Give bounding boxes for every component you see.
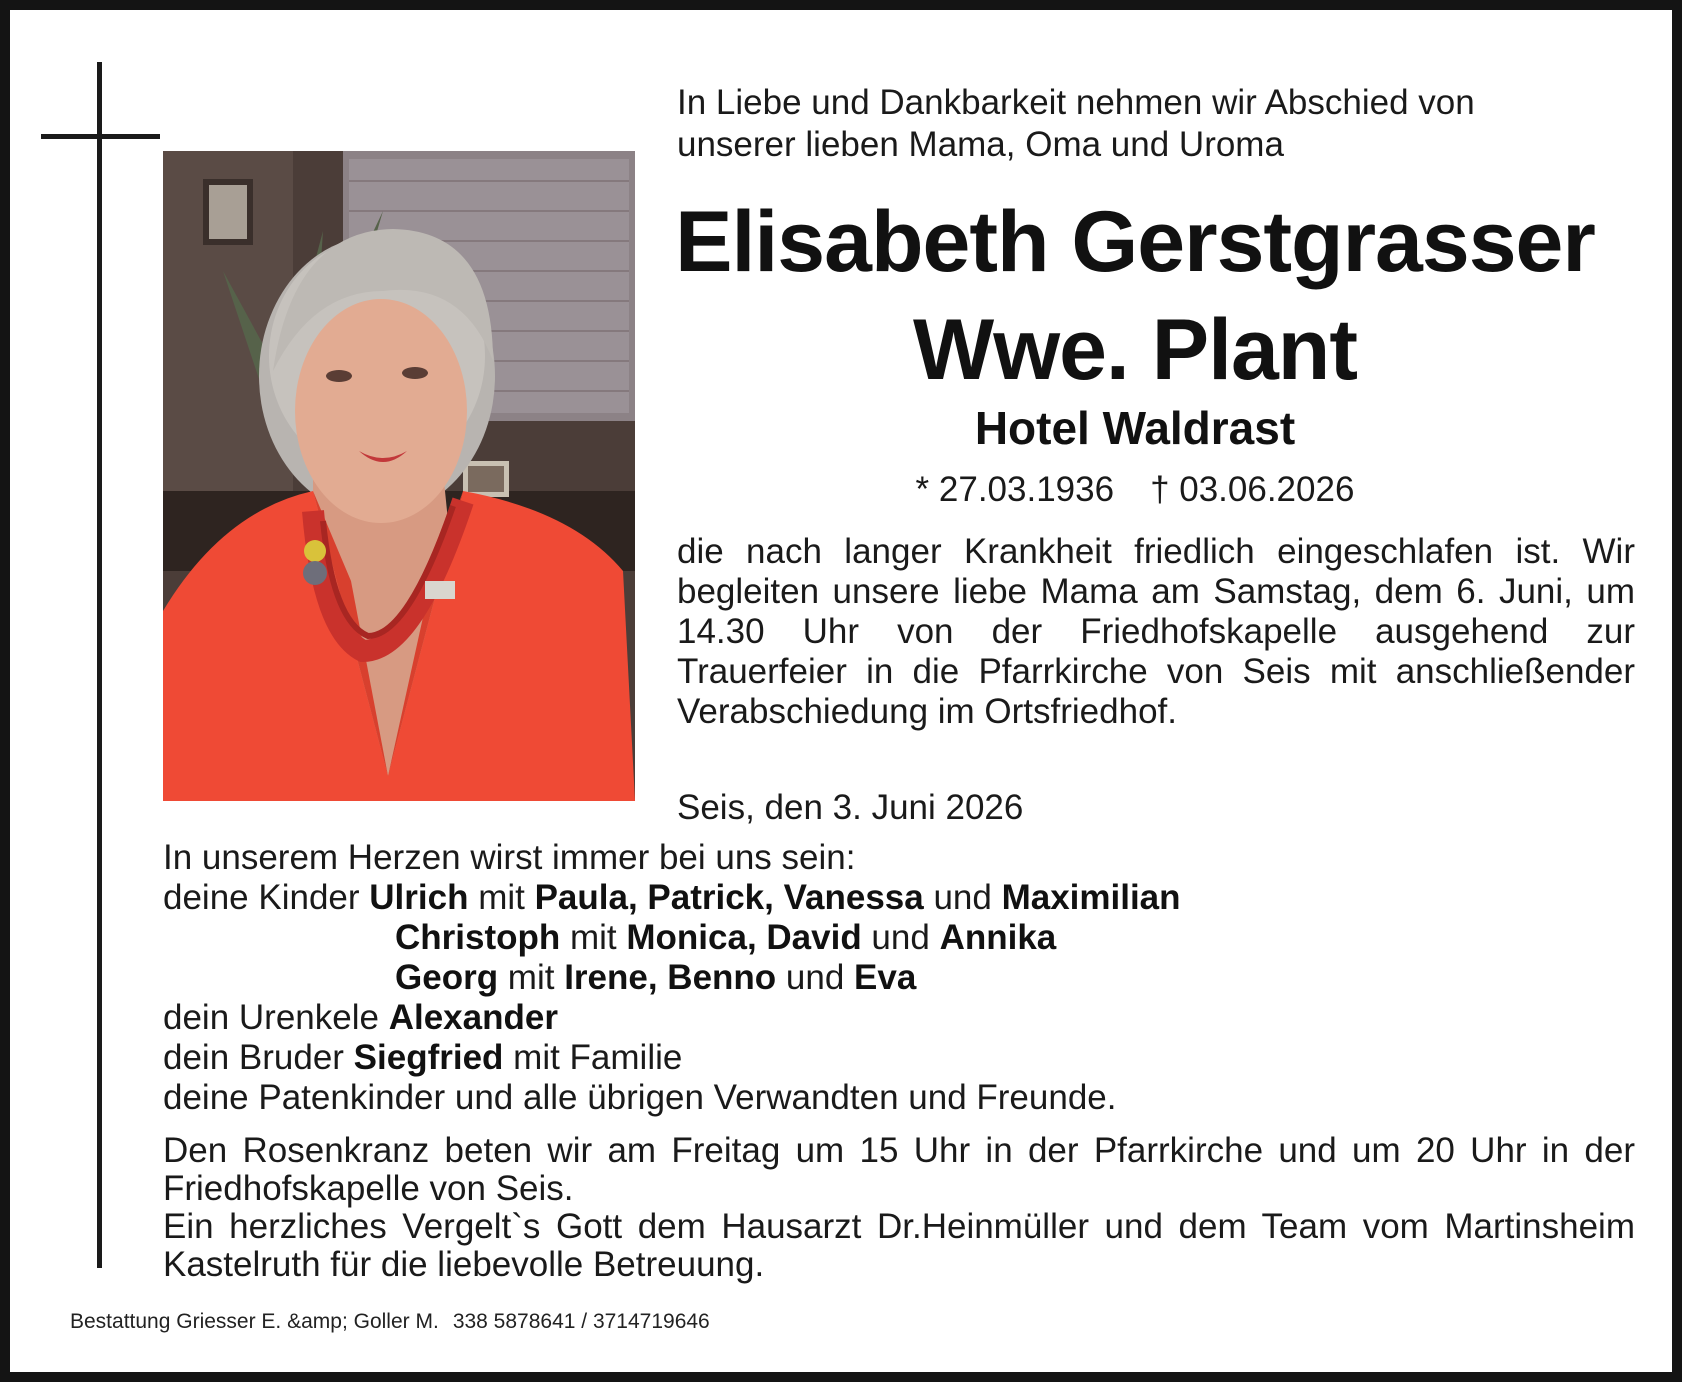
family-child-3 (163, 958, 1633, 998)
child-last: Maximilian (1001, 878, 1181, 917)
children-label: deine Kinder (163, 878, 370, 917)
family-brother (163, 1038, 1633, 1078)
great-grandchild-name: Alexander (388, 998, 558, 1037)
cross-vertical-bar (97, 62, 102, 1268)
thanks-text: Ein herzliches Vergelt`s Gott dem Hausarzt Dr.Heinmüller und dem Team vom Martinsheim Kastelruth für die liebevolle Betreuung. (163, 1207, 1635, 1284)
name-line-2: Wwe. Plant (913, 302, 1357, 398)
funeral-home-phone: 338 5878641 / 3714719646 (452, 1310, 710, 1333)
death-date: † 03.06.2026 (1150, 470, 1355, 509)
birth-date: * 27.03.1936 (915, 470, 1115, 509)
child-last: Annika (939, 918, 1057, 957)
rosary-and-thanks (163, 1132, 1635, 1284)
und-text: und (861, 918, 940, 957)
rosary-text: Den Rosenkranz beten wir am Freitag um 15 Uhr in der Pfarrkirche und um 20 Uhr in der Friedhofskapelle von Seis. (163, 1131, 1635, 1208)
place-and-date: Seis, den 3. Juni 2026 (677, 788, 1024, 827)
family-child-1 (163, 878, 1633, 918)
family-others: deine Patenkinder und alle übrigen Verwandten und Freunde. (163, 1078, 1117, 1117)
funeral-details: die nach langer Krankheit friedlich eingeschlafen ist. Wir begleiten unsere liebe Mama am Samstag, dem 6. Juni, um 14.30 Uhr von der Friedhofskapelle ausgehend zur Trauerfeier in die Pfarrkirche von Seis mit anschließender Verabschiedung im Ortsfriedhof. (677, 532, 1635, 731)
portrait-illustration (163, 151, 635, 801)
life-dates (610, 466, 1660, 514)
mit-text: mit (468, 878, 535, 917)
child-partners: Monica, David (626, 918, 862, 957)
intro-line-1: In Liebe und Dankbarkeit nehmen wir Abschied von (677, 83, 1475, 122)
funeral-home-name: Bestattung Griesser E. &amp; Goller M. (70, 1310, 439, 1333)
cross-horizontal-bar (41, 134, 160, 139)
child-name: Ulrich (369, 878, 469, 917)
portrait-photo (163, 151, 635, 801)
family-list (163, 838, 1633, 1118)
funeral-home-footer (70, 1308, 710, 1336)
name-line-1: Elisabeth Gerstgrasser (675, 194, 1595, 290)
intro-text (677, 82, 1637, 166)
deceased-name (610, 188, 1660, 404)
mit-text: mit (560, 918, 627, 957)
child-last: Eva (854, 958, 917, 997)
child-name: Christoph (395, 918, 561, 957)
hotel-name: Hotel Waldrast (974, 402, 1296, 454)
und-text: und (776, 958, 855, 997)
und-text: und (923, 878, 1002, 917)
family-great-grandchild (163, 998, 1633, 1038)
brother-label: dein Bruder (163, 1038, 354, 1077)
child-partners: Paula, Patrick, Vanessa (534, 878, 924, 917)
mit-text: mit (498, 958, 565, 997)
brother-suffix: mit Familie (503, 1038, 683, 1077)
family-intro: In unserem Herzen wirst immer bei uns sein: (163, 838, 856, 877)
family-child-2 (163, 918, 1633, 958)
brother-name: Siegfried (353, 1038, 504, 1077)
child-partners: Irene, Benno (564, 958, 777, 997)
child-name: Georg (395, 958, 499, 997)
intro-line-2: unserer lieben Mama, Oma und Uroma (677, 125, 1284, 164)
great-grandchild-label: dein Urenkele (163, 998, 389, 1037)
